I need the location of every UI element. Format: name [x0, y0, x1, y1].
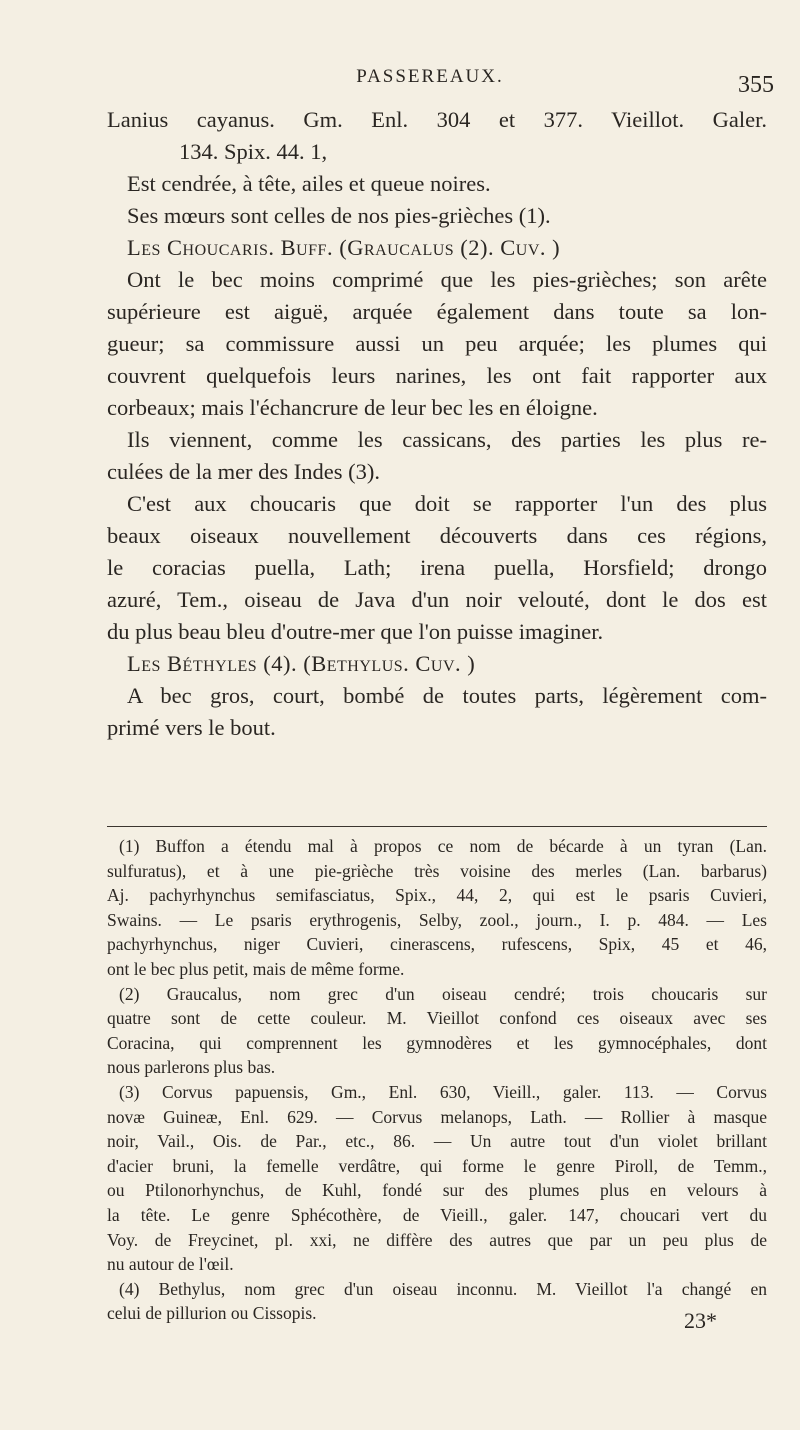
section-heading-choucaris: Les Choucaris. Buff. (Graucalus (2). Cuv. ) — [127, 235, 561, 260]
text-line: le coracias puella, Lath; irena puella, Horsfield; drongo — [107, 555, 767, 580]
footnote-line: nous parlerons plus bas. — [107, 1057, 276, 1078]
text-line: supérieure est aiguë, arquée également dans toute sa lon- — [107, 299, 767, 324]
text-line: primé vers le bout. — [107, 715, 276, 740]
text-line: couvrent quelquefois leurs narines, les ont fait rapporter aux — [107, 363, 767, 388]
text-line: Ses mœurs sont celles de nos pies-grièches (1). — [127, 203, 551, 228]
signature-mark: 23* — [684, 1308, 717, 1333]
text-line: corbeaux; mais l'échancrure de leur bec les en éloigne. — [107, 395, 598, 420]
running-title: PASSEREAUX. — [356, 66, 504, 87]
footnote-line: sulfuratus), et à une pie-grièche très voisine des merles (Lan. barbarus) — [107, 860, 767, 881]
footnote-line: pachyrhynchus, niger Cuvieri, cinerascens, rufescens, Spix, 45 et 46, — [107, 934, 767, 955]
footnote-line: d'acier bruni, la femelle verdâtre, qui forme le genre Piroll, de Temm., — [107, 1155, 767, 1176]
footnote-line: (3) Corvus papuensis, Gm., Enl. 630, Vieill., galer. 113. — Corvus — [119, 1081, 767, 1102]
footnote-line: celui de pillurion ou Cissopis. — [107, 1303, 317, 1324]
footnote-line: ont le bec plus petit, mais de même forme. — [107, 958, 405, 979]
footnote-line: nu autour de l'œil. — [107, 1254, 234, 1275]
footnote-line: noir, Vail., Ois. de Par., etc., 86. — Un autre tout d'un violet brillant — [107, 1131, 767, 1152]
text-line: Ils viennent, comme les cassicans, des parties les plus re- — [127, 427, 767, 452]
text-line: Ont le bec moins comprimé que les pies-grièches; son arête — [127, 267, 767, 292]
text-line: culées de la mer des Indes (3). — [107, 459, 381, 484]
footnote-line: ou Ptilonorhynchus, de Kuhl, fondé sur des plumes plus en velours à — [107, 1180, 767, 1201]
footnote-line: quatre sont de cette couleur. M. Vieillot confond ces oiseaux avec ses — [107, 1008, 767, 1029]
text-line: A bec gros, court, bombé de toutes parts, légèrement com- — [127, 683, 767, 708]
text-line: du plus beau bleu d'outre-mer que l'on puisse imaginer. — [107, 619, 604, 644]
section-heading-bethyles: Les Béthyles (4). (Bethylus. Cuv. ) — [127, 651, 476, 676]
footnote-line: Aj. pachyrhynchus semifasciatus, Spix., 44, 2, qui est le psaris Cuvieri, — [107, 885, 767, 906]
footnote-line: la tête. Le genre Sphécothère, de Vieill., galer. 147, choucari vert du — [107, 1204, 767, 1225]
footnote-rule — [107, 826, 767, 827]
footnote-line: (4) Bethylus, nom grec d'un oiseau inconnu. M. Vieillot l'a changé en — [119, 1278, 767, 1299]
text-line: azuré, Tem., oiseau de Java d'un noir velouté, dont le dos est — [107, 587, 767, 612]
text-line: 134. Spix. 44. 1, — [179, 139, 328, 164]
text-line: Lanius cayanus. Gm. Enl. 304 et 377. Vieillot. Galer. — [107, 107, 767, 132]
text-line: C'est aux choucaris que doit se rapporter l'un des plus — [127, 491, 767, 516]
main-text — [107, 104, 767, 744]
page-number: 355 — [738, 72, 774, 98]
text-line: beaux oiseaux nouvellement découverts dans ces régions, — [107, 523, 767, 548]
text-line: Est cendrée, à tête, ailes et queue noires. — [127, 171, 491, 196]
footnote-line: novæ Guineæ, Enl. 629. — Corvus melanops, Lath. — Rollier à masque — [107, 1106, 767, 1127]
footnotes — [107, 834, 767, 1326]
footnote-line: Voy. de Freycinet, pl. xxi, ne diffère des autres que par un peu plus de — [107, 1229, 767, 1250]
footnote-line: Swains. — Le psaris erythrogenis, Selby, zool., journ., I. p. 484. — Les — [107, 909, 767, 930]
footnote-line: Coracina, qui comprennent les gymnodères et les gymnocéphales, dont — [107, 1032, 767, 1053]
text-line: gueur; sa commissure aussi un peu arquée; les plumes qui — [107, 331, 767, 356]
footnote-line: (1) Buffon a étendu mal à propos ce nom de bécarde à un tyran (Lan. — [119, 836, 767, 856]
footnote-line: (2) Graucalus, nom grec d'un oiseau cendré; trois choucaris sur — [119, 983, 767, 1004]
